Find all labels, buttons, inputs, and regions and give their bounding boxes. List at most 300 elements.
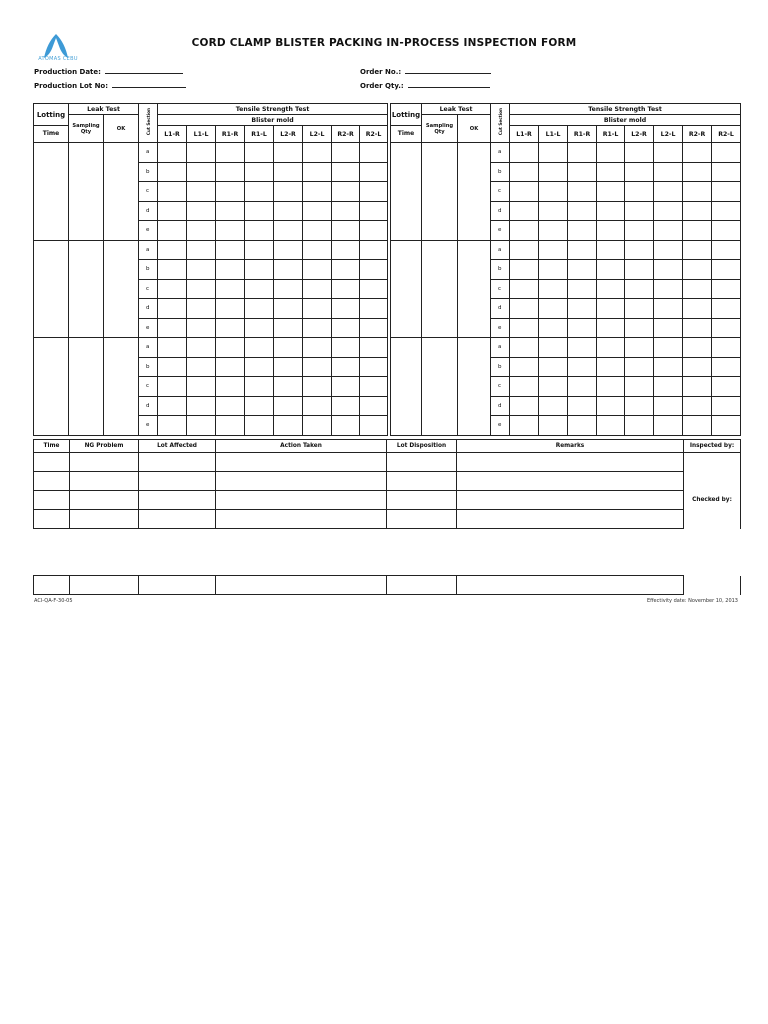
tensile-value-cell[interactable] xyxy=(245,221,274,241)
tensile-value-cell[interactable] xyxy=(158,299,187,319)
tensile-value-cell[interactable] xyxy=(360,338,388,358)
tensile-value-cell[interactable] xyxy=(625,396,654,416)
tensile-value-cell[interactable] xyxy=(654,279,683,299)
bottom-cell[interactable] xyxy=(139,576,216,595)
tensile-value-cell[interactable] xyxy=(712,182,741,202)
tensile-value-cell[interactable] xyxy=(216,318,245,338)
tensile-value-cell[interactable] xyxy=(303,182,332,202)
tensile-value-cell[interactable] xyxy=(274,260,303,280)
tensile-value-cell[interactable] xyxy=(245,260,274,280)
tensile-value-cell[interactable] xyxy=(332,338,360,358)
tensile-value-cell[interactable] xyxy=(510,201,539,221)
tensile-value-cell[interactable] xyxy=(360,396,388,416)
tensile-value-cell[interactable] xyxy=(539,338,568,358)
tensile-value-cell[interactable] xyxy=(274,318,303,338)
tensile-value-cell[interactable] xyxy=(597,221,625,241)
tensile-value-cell[interactable] xyxy=(187,357,216,377)
tensile-value-cell[interactable] xyxy=(303,396,332,416)
tensile-value-cell[interactable] xyxy=(683,182,712,202)
tensile-value-cell[interactable] xyxy=(158,396,187,416)
tensile-value-cell[interactable] xyxy=(245,377,274,397)
bottom-cell[interactable] xyxy=(387,491,457,510)
tensile-value-cell[interactable] xyxy=(245,182,274,202)
tensile-value-cell[interactable] xyxy=(712,416,741,436)
tensile-value-cell[interactable] xyxy=(510,182,539,202)
order-no-field[interactable] xyxy=(360,67,491,76)
tensile-value-cell[interactable] xyxy=(332,357,360,377)
tensile-value-cell[interactable] xyxy=(510,357,539,377)
bottom-cell[interactable] xyxy=(387,576,457,595)
tensile-value-cell[interactable] xyxy=(539,279,568,299)
signature-cell[interactable] xyxy=(684,576,741,595)
tensile-value-cell[interactable] xyxy=(539,221,568,241)
tensile-value-cell[interactable] xyxy=(654,260,683,280)
tensile-value-cell[interactable] xyxy=(303,338,332,358)
tensile-value-cell[interactable] xyxy=(332,377,360,397)
tensile-value-cell[interactable] xyxy=(539,377,568,397)
tensile-value-cell[interactable] xyxy=(712,299,741,319)
tensile-value-cell[interactable] xyxy=(510,162,539,182)
tensile-value-cell[interactable] xyxy=(683,357,712,377)
tensile-value-cell[interactable] xyxy=(568,143,597,163)
tensile-value-cell[interactable] xyxy=(187,201,216,221)
tensile-value-cell[interactable] xyxy=(360,299,388,319)
tensile-value-cell[interactable] xyxy=(654,182,683,202)
tensile-value-cell[interactable] xyxy=(625,338,654,358)
tensile-value-cell[interactable] xyxy=(274,240,303,260)
tensile-value-cell[interactable] xyxy=(332,279,360,299)
tensile-value-cell[interactable] xyxy=(510,221,539,241)
tensile-value-cell[interactable] xyxy=(568,357,597,377)
tensile-value-cell[interactable] xyxy=(360,143,388,163)
tensile-value-cell[interactable] xyxy=(625,377,654,397)
tensile-value-cell[interactable] xyxy=(712,201,741,221)
tensile-value-cell[interactable] xyxy=(187,416,216,436)
tensile-value-cell[interactable] xyxy=(625,162,654,182)
tensile-value-cell[interactable] xyxy=(158,162,187,182)
ok-cell[interactable] xyxy=(104,338,139,436)
tensile-value-cell[interactable] xyxy=(216,396,245,416)
bottom-cell[interactable] xyxy=(34,491,70,510)
tensile-value-cell[interactable] xyxy=(303,143,332,163)
tensile-value-cell[interactable] xyxy=(158,143,187,163)
tensile-value-cell[interactable] xyxy=(539,396,568,416)
tensile-value-cell[interactable] xyxy=(597,201,625,221)
tensile-value-cell[interactable] xyxy=(683,143,712,163)
tensile-value-cell[interactable] xyxy=(332,201,360,221)
tensile-value-cell[interactable] xyxy=(360,162,388,182)
sampling-qty-cell[interactable] xyxy=(69,338,104,436)
tensile-value-cell[interactable] xyxy=(568,318,597,338)
tensile-value-cell[interactable] xyxy=(539,416,568,436)
tensile-value-cell[interactable] xyxy=(568,162,597,182)
tensile-value-cell[interactable] xyxy=(683,162,712,182)
tensile-value-cell[interactable] xyxy=(216,377,245,397)
tensile-value-cell[interactable] xyxy=(683,240,712,260)
tensile-value-cell[interactable] xyxy=(360,318,388,338)
tensile-value-cell[interactable] xyxy=(158,357,187,377)
tensile-value-cell[interactable] xyxy=(539,240,568,260)
sampling-qty-cell[interactable] xyxy=(69,240,104,338)
tensile-value-cell[interactable] xyxy=(274,182,303,202)
lotting-time-cell[interactable] xyxy=(391,143,422,241)
tensile-value-cell[interactable] xyxy=(274,338,303,358)
tensile-value-cell[interactable] xyxy=(625,240,654,260)
tensile-value-cell[interactable] xyxy=(274,377,303,397)
tensile-value-cell[interactable] xyxy=(360,377,388,397)
bottom-cell[interactable] xyxy=(70,576,139,595)
tensile-value-cell[interactable] xyxy=(245,162,274,182)
tensile-value-cell[interactable] xyxy=(216,201,245,221)
tensile-value-cell[interactable] xyxy=(654,396,683,416)
tensile-value-cell[interactable] xyxy=(712,240,741,260)
tensile-value-cell[interactable] xyxy=(245,357,274,377)
bottom-cell[interactable] xyxy=(457,576,684,595)
tensile-value-cell[interactable] xyxy=(187,279,216,299)
tensile-value-cell[interactable] xyxy=(274,162,303,182)
production-lot-field[interactable] xyxy=(34,81,186,90)
tensile-value-cell[interactable] xyxy=(654,338,683,358)
tensile-value-cell[interactable] xyxy=(303,221,332,241)
tensile-value-cell[interactable] xyxy=(332,260,360,280)
tensile-value-cell[interactable] xyxy=(712,260,741,280)
tensile-value-cell[interactable] xyxy=(187,240,216,260)
lotting-time-cell[interactable] xyxy=(391,240,422,338)
tensile-value-cell[interactable] xyxy=(332,240,360,260)
tensile-value-cell[interactable] xyxy=(158,221,187,241)
tensile-value-cell[interactable] xyxy=(360,201,388,221)
tensile-value-cell[interactable] xyxy=(216,182,245,202)
tensile-value-cell[interactable] xyxy=(245,299,274,319)
tensile-value-cell[interactable] xyxy=(597,299,625,319)
tensile-value-cell[interactable] xyxy=(216,162,245,182)
tensile-value-cell[interactable] xyxy=(158,279,187,299)
lotting-time-cell[interactable] xyxy=(34,143,69,241)
tensile-value-cell[interactable] xyxy=(712,338,741,358)
tensile-value-cell[interactable] xyxy=(510,260,539,280)
bottom-cell[interactable] xyxy=(457,491,684,510)
tensile-value-cell[interactable] xyxy=(625,416,654,436)
bottom-cell[interactable] xyxy=(139,453,216,472)
tensile-value-cell[interactable] xyxy=(683,416,712,436)
bottom-cell[interactable] xyxy=(387,453,457,472)
tensile-value-cell[interactable] xyxy=(625,221,654,241)
tensile-value-cell[interactable] xyxy=(510,143,539,163)
tensile-value-cell[interactable] xyxy=(654,221,683,241)
tensile-value-cell[interactable] xyxy=(568,299,597,319)
tensile-value-cell[interactable] xyxy=(216,279,245,299)
tensile-value-cell[interactable] xyxy=(654,201,683,221)
bottom-cell[interactable] xyxy=(70,510,139,529)
tensile-value-cell[interactable] xyxy=(510,299,539,319)
tensile-value-cell[interactable] xyxy=(360,182,388,202)
tensile-value-cell[interactable] xyxy=(303,318,332,338)
tensile-value-cell[interactable] xyxy=(510,240,539,260)
tensile-value-cell[interactable] xyxy=(274,396,303,416)
tensile-value-cell[interactable] xyxy=(683,299,712,319)
tensile-value-cell[interactable] xyxy=(568,240,597,260)
bottom-cell[interactable] xyxy=(216,491,387,510)
bottom-cell[interactable] xyxy=(216,510,387,529)
ok-cell[interactable] xyxy=(458,338,491,436)
tensile-value-cell[interactable] xyxy=(187,260,216,280)
bottom-cell[interactable] xyxy=(457,453,684,472)
tensile-value-cell[interactable] xyxy=(712,221,741,241)
tensile-value-cell[interactable] xyxy=(274,416,303,436)
tensile-value-cell[interactable] xyxy=(683,221,712,241)
bottom-cell[interactable] xyxy=(139,510,216,529)
tensile-value-cell[interactable] xyxy=(539,260,568,280)
bottom-cell[interactable] xyxy=(387,472,457,491)
tensile-value-cell[interactable] xyxy=(597,416,625,436)
tensile-value-cell[interactable] xyxy=(683,279,712,299)
tensile-value-cell[interactable] xyxy=(158,201,187,221)
tensile-value-cell[interactable] xyxy=(216,357,245,377)
tensile-value-cell[interactable] xyxy=(216,299,245,319)
tensile-value-cell[interactable] xyxy=(187,299,216,319)
tensile-value-cell[interactable] xyxy=(654,299,683,319)
tensile-value-cell[interactable] xyxy=(360,279,388,299)
tensile-value-cell[interactable] xyxy=(303,201,332,221)
tensile-value-cell[interactable] xyxy=(597,396,625,416)
order-qty-field[interactable] xyxy=(360,81,490,90)
tensile-value-cell[interactable] xyxy=(625,201,654,221)
tensile-value-cell[interactable] xyxy=(712,279,741,299)
lotting-time-cell[interactable] xyxy=(34,240,69,338)
tensile-value-cell[interactable] xyxy=(360,416,388,436)
tensile-value-cell[interactable] xyxy=(245,279,274,299)
tensile-value-cell[interactable] xyxy=(568,396,597,416)
sampling-qty-cell[interactable] xyxy=(69,143,104,241)
tensile-value-cell[interactable] xyxy=(510,338,539,358)
tensile-value-cell[interactable] xyxy=(187,318,216,338)
tensile-value-cell[interactable] xyxy=(216,240,245,260)
tensile-value-cell[interactable] xyxy=(597,279,625,299)
bottom-cell[interactable] xyxy=(216,472,387,491)
bottom-cell[interactable] xyxy=(139,491,216,510)
tensile-value-cell[interactable] xyxy=(303,299,332,319)
tensile-value-cell[interactable] xyxy=(625,318,654,338)
tensile-value-cell[interactable] xyxy=(539,318,568,338)
tensile-value-cell[interactable] xyxy=(187,182,216,202)
tensile-value-cell[interactable] xyxy=(274,201,303,221)
tensile-value-cell[interactable] xyxy=(332,143,360,163)
tensile-value-cell[interactable] xyxy=(158,377,187,397)
production-date-field[interactable] xyxy=(34,67,183,76)
tensile-value-cell[interactable] xyxy=(360,240,388,260)
tensile-value-cell[interactable] xyxy=(332,318,360,338)
tensile-value-cell[interactable] xyxy=(303,279,332,299)
tensile-value-cell[interactable] xyxy=(712,162,741,182)
tensile-value-cell[interactable] xyxy=(568,221,597,241)
tensile-value-cell[interactable] xyxy=(187,143,216,163)
tensile-value-cell[interactable] xyxy=(158,318,187,338)
bottom-cell[interactable] xyxy=(387,510,457,529)
tensile-value-cell[interactable] xyxy=(510,396,539,416)
tensile-value-cell[interactable] xyxy=(158,416,187,436)
tensile-value-cell[interactable] xyxy=(303,240,332,260)
tensile-value-cell[interactable] xyxy=(568,279,597,299)
bottom-cell[interactable] xyxy=(457,510,684,529)
tensile-value-cell[interactable] xyxy=(683,377,712,397)
tensile-value-cell[interactable] xyxy=(332,396,360,416)
ok-cell[interactable] xyxy=(458,143,491,241)
tensile-value-cell[interactable] xyxy=(654,377,683,397)
tensile-value-cell[interactable] xyxy=(712,318,741,338)
tensile-value-cell[interactable] xyxy=(510,416,539,436)
tensile-value-cell[interactable] xyxy=(597,240,625,260)
production-lot-label: Production Lot No: xyxy=(34,82,109,90)
bottom-cell[interactable] xyxy=(139,472,216,491)
tensile-value-cell[interactable] xyxy=(654,143,683,163)
tensile-value-cell[interactable] xyxy=(597,182,625,202)
sampling-qty-cell[interactable] xyxy=(422,240,458,338)
tensile-value-cell[interactable] xyxy=(568,338,597,358)
tensile-value-cell[interactable] xyxy=(625,279,654,299)
bottom-cell[interactable] xyxy=(34,472,70,491)
tensile-value-cell[interactable] xyxy=(539,357,568,377)
tensile-value-cell[interactable] xyxy=(625,357,654,377)
tensile-value-cell[interactable] xyxy=(245,201,274,221)
ok-cell[interactable] xyxy=(104,240,139,338)
tensile-value-cell[interactable] xyxy=(712,357,741,377)
tensile-value-cell[interactable] xyxy=(187,221,216,241)
tensile-value-cell[interactable] xyxy=(216,221,245,241)
tensile-value-cell[interactable] xyxy=(303,377,332,397)
tensile-value-cell[interactable] xyxy=(568,377,597,397)
bottom-cell[interactable] xyxy=(216,576,387,595)
bottom-cell[interactable] xyxy=(34,453,70,472)
bottom-cell[interactable] xyxy=(70,472,139,491)
tensile-value-cell[interactable] xyxy=(654,416,683,436)
tensile-value-cell[interactable] xyxy=(597,143,625,163)
tensile-value-cell[interactable] xyxy=(654,318,683,338)
tensile-value-cell[interactable] xyxy=(683,260,712,280)
tensile-value-cell[interactable] xyxy=(625,182,654,202)
tensile-value-cell[interactable] xyxy=(654,162,683,182)
tensile-value-cell[interactable] xyxy=(332,162,360,182)
sampling-qty-cell[interactable] xyxy=(422,338,458,436)
tensile-value-cell[interactable] xyxy=(510,377,539,397)
tensile-value-cell[interactable] xyxy=(187,377,216,397)
tensile-value-cell[interactable] xyxy=(274,143,303,163)
tensile-value-cell[interactable] xyxy=(539,182,568,202)
tensile-value-cell[interactable] xyxy=(654,240,683,260)
order-no-line[interactable] xyxy=(405,67,491,74)
tensile-value-cell[interactable] xyxy=(683,201,712,221)
tensile-value-cell[interactable] xyxy=(712,143,741,163)
tensile-value-cell[interactable] xyxy=(597,318,625,338)
tensile-value-cell[interactable] xyxy=(245,396,274,416)
tensile-value-cell[interactable] xyxy=(597,162,625,182)
lotting-time-cell[interactable] xyxy=(391,338,422,436)
tensile-value-cell[interactable] xyxy=(245,143,274,163)
production-date-line[interactable] xyxy=(105,67,183,74)
tensile-value-cell[interactable] xyxy=(597,338,625,358)
tensile-value-cell[interactable] xyxy=(654,357,683,377)
tensile-value-cell[interactable] xyxy=(158,260,187,280)
order-qty-line[interactable] xyxy=(408,81,490,88)
tensile-value-cell[interactable] xyxy=(712,377,741,397)
tensile-value-cell[interactable] xyxy=(539,143,568,163)
tensile-value-cell[interactable] xyxy=(683,396,712,416)
tensile-value-cell[interactable] xyxy=(245,416,274,436)
ok-cell[interactable] xyxy=(104,143,139,241)
tensile-value-cell[interactable] xyxy=(332,416,360,436)
tensile-value-cell[interactable] xyxy=(245,240,274,260)
tensile-value-cell[interactable] xyxy=(332,182,360,202)
tensile-value-cell[interactable] xyxy=(216,416,245,436)
tensile-value-cell[interactable] xyxy=(303,260,332,280)
tensile-value-cell[interactable] xyxy=(568,182,597,202)
bottom-cell[interactable] xyxy=(70,491,139,510)
tensile-value-cell[interactable] xyxy=(712,396,741,416)
tensile-value-cell[interactable] xyxy=(187,338,216,358)
tensile-value-cell[interactable] xyxy=(245,318,274,338)
tensile-value-cell[interactable] xyxy=(216,260,245,280)
tensile-value-cell[interactable] xyxy=(568,201,597,221)
tensile-value-cell[interactable] xyxy=(360,221,388,241)
tensile-value-cell[interactable] xyxy=(332,299,360,319)
tensile-value-cell[interactable] xyxy=(187,162,216,182)
tensile-value-cell[interactable] xyxy=(683,338,712,358)
tensile-value-cell[interactable] xyxy=(597,260,625,280)
tensile-value-cell[interactable] xyxy=(539,201,568,221)
tensile-value-cell[interactable] xyxy=(245,338,274,358)
lotting-time-cell[interactable] xyxy=(34,338,69,436)
tensile-value-cell[interactable] xyxy=(625,143,654,163)
sampling-qty-cell[interactable] xyxy=(422,143,458,241)
tensile-value-cell[interactable] xyxy=(510,318,539,338)
tensile-value-cell[interactable] xyxy=(568,416,597,436)
tensile-value-cell[interactable] xyxy=(360,357,388,377)
tensile-value-cell[interactable] xyxy=(597,357,625,377)
inspected-by-cell[interactable] xyxy=(684,453,741,491)
bottom-cell[interactable] xyxy=(457,472,684,491)
tensile-value-cell[interactable] xyxy=(332,221,360,241)
bottom-cell[interactable] xyxy=(34,576,70,595)
tensile-value-cell[interactable] xyxy=(274,357,303,377)
tensile-value-cell[interactable] xyxy=(158,240,187,260)
tensile-value-cell[interactable] xyxy=(597,377,625,397)
tensile-value-cell[interactable] xyxy=(216,338,245,358)
tensile-value-cell[interactable] xyxy=(303,416,332,436)
tensile-value-cell[interactable] xyxy=(274,221,303,241)
ok-cell[interactable] xyxy=(458,240,491,338)
bottom-cell[interactable] xyxy=(216,453,387,472)
tensile-value-cell[interactable] xyxy=(274,279,303,299)
tensile-value-cell[interactable] xyxy=(158,338,187,358)
bottom-cell[interactable] xyxy=(34,510,70,529)
checked-by-cell[interactable] xyxy=(684,510,741,529)
tensile-value-cell[interactable] xyxy=(510,279,539,299)
tensile-value-cell[interactable] xyxy=(303,162,332,182)
tensile-value-cell[interactable] xyxy=(158,182,187,202)
tensile-value-cell[interactable] xyxy=(216,143,245,163)
tensile-value-cell[interactable] xyxy=(274,299,303,319)
tensile-value-cell[interactable] xyxy=(683,318,712,338)
tensile-value-cell[interactable] xyxy=(625,260,654,280)
tensile-value-cell[interactable] xyxy=(539,162,568,182)
production-lot-line[interactable] xyxy=(112,81,186,88)
tensile-value-cell[interactable] xyxy=(303,357,332,377)
tensile-value-cell[interactable] xyxy=(539,299,568,319)
tensile-value-cell[interactable] xyxy=(625,299,654,319)
tensile-value-cell[interactable] xyxy=(360,260,388,280)
tensile-value-cell[interactable] xyxy=(568,260,597,280)
bottom-cell[interactable] xyxy=(70,453,139,472)
tensile-value-cell[interactable] xyxy=(187,396,216,416)
